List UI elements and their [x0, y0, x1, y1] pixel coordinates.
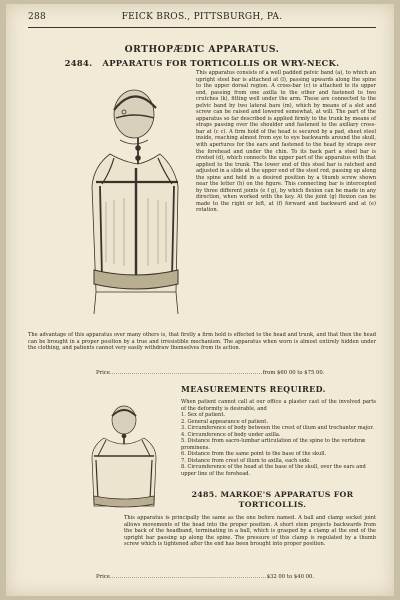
price-leader-dots: ............................................................................. — [109, 370, 263, 376]
item-2485-price-line — [96, 574, 376, 580]
item-2485-title-line1: 2485. MARKOE'S APPARATUS FOR — [191, 490, 354, 499]
markoe-apparatus-engraving-icon — [84, 402, 164, 514]
running-header — [28, 12, 376, 24]
list-item: 2. General appearance of patient. — [181, 418, 268, 425]
item-2484-price-line — [96, 370, 376, 376]
item-2485-price: $32 00 to $40 00. — [266, 574, 315, 580]
item-2484-number: 2484. — [64, 58, 93, 68]
list-item: 7. Distance from crest of ilium to axilla, each side. — [181, 457, 312, 464]
page-number: 288 — [28, 12, 47, 22]
list-item: 5. Distance from sacro-lumbar articulation of the spine to the vertebræ prominens. — [181, 438, 366, 451]
item-2484-price: from $60 00 to $75 00. — [262, 370, 325, 376]
header-rule — [28, 27, 376, 28]
price-label: Price — [96, 574, 110, 580]
measurements-intro: When patient cannot call at our office a plaster cast of the involved parts of the deformity is desirable, and — [181, 399, 376, 412]
price-label: Price — [96, 370, 110, 376]
running-title: FEICK BROS., PITTSBURGH, PA. — [121, 12, 283, 22]
catalog-page — [6, 4, 394, 596]
list-item: 6. Distance from the same point to the base of the skull. — [181, 451, 327, 458]
item-2484-description-continued: The advantage of this apparatus over many others is, that firstly a firm hold is effected to the head and trunk, and that then the head can be brought in a proper position by a true and irresistible mechanism. The apparatus when worn is almost entirely hidden under the clothing, and patients cannot very easily withdraw themselves from its action. — [28, 332, 376, 352]
section-title: ORTHOPÆDIC APPARATUS. — [124, 44, 280, 55]
list-item: 8. Circumference of the head at the base of the skull, over the ears and upper line of the forehead. — [181, 464, 366, 477]
list-item: 4. Circumference of body under axilla. — [181, 431, 281, 438]
item-2485-description: This apparatus is principally the same as the one before named. A ball and clamp socket joint allows movements of the head into the proper position. A short stem projects backwards from the back of the headband, terminating in a ball, which is grasped by a clamp at the end of the upright bar passing up along the spine. The pressure of this clamp is regulated by a thumb screw which is tightened after the end has been brought into proper position. — [124, 515, 376, 548]
item-2485-title-line2: TORTICOLLIS. — [238, 500, 307, 509]
item-2484-title: APPARATUS FOR TORTICOLLIS OR WRY-NECK. — [102, 58, 340, 68]
item-2484-description: This apparatus consists of a well padded pelvic band (a), to which an upright steel bar is attached at (l), passing upwards along the spine to the upper dorsal region. A cross-bar (c) is attached to its upper end, passing from one axilla to the other and fastened to two crutches (k), fitting well under the arm. These are connected to the pelvic band by two lateral bars (m), which by means of a slot and screw can be raised and lowered somewhat, at will. The part of the apparatus so far described is applied firmly to the trunk by means of straps passing over the shoulder and fastened to the axillary cross-bar at (c c). A firm hold of the head is secured by a pad, sheet steel inside, reaching almost from eye to eye backwards around the skull, with apertures for the ears and fastened to the head by straps over the forehead and under the chin. To its back part a steel bar is riveted (d), which connects the upper part of the apparatus with that applied to the trunk. The lower end of this steel bar is ratched and adjusted in a slide at the upper end of the steel rod, passing up along the spine and held in a desired position by a thumb screw shown near the letter (h) on the figure. This connecting bar is intercepted by three different joints (e f g), by which flexion can be made in any direction, when worked with the key. At the joint (g) flexion can be made to the right or left, at (f) forward and backward and at (e) rotation. — [196, 70, 376, 214]
list-item: 1. Sex of patient. — [181, 412, 225, 418]
measurements-title: MEASUREMENTS REQUIRED. — [181, 384, 326, 394]
price-leader-dots: ............................................................................... — [109, 574, 267, 580]
item-2484-heading — [28, 58, 376, 68]
item-2485-heading — [171, 490, 374, 510]
list-item: 3. Circumference of body between the crest of ilium and trochanter major. — [181, 425, 374, 432]
measurements-list — [181, 412, 376, 477]
torticollis-apparatus-engraving-icon — [80, 82, 192, 320]
